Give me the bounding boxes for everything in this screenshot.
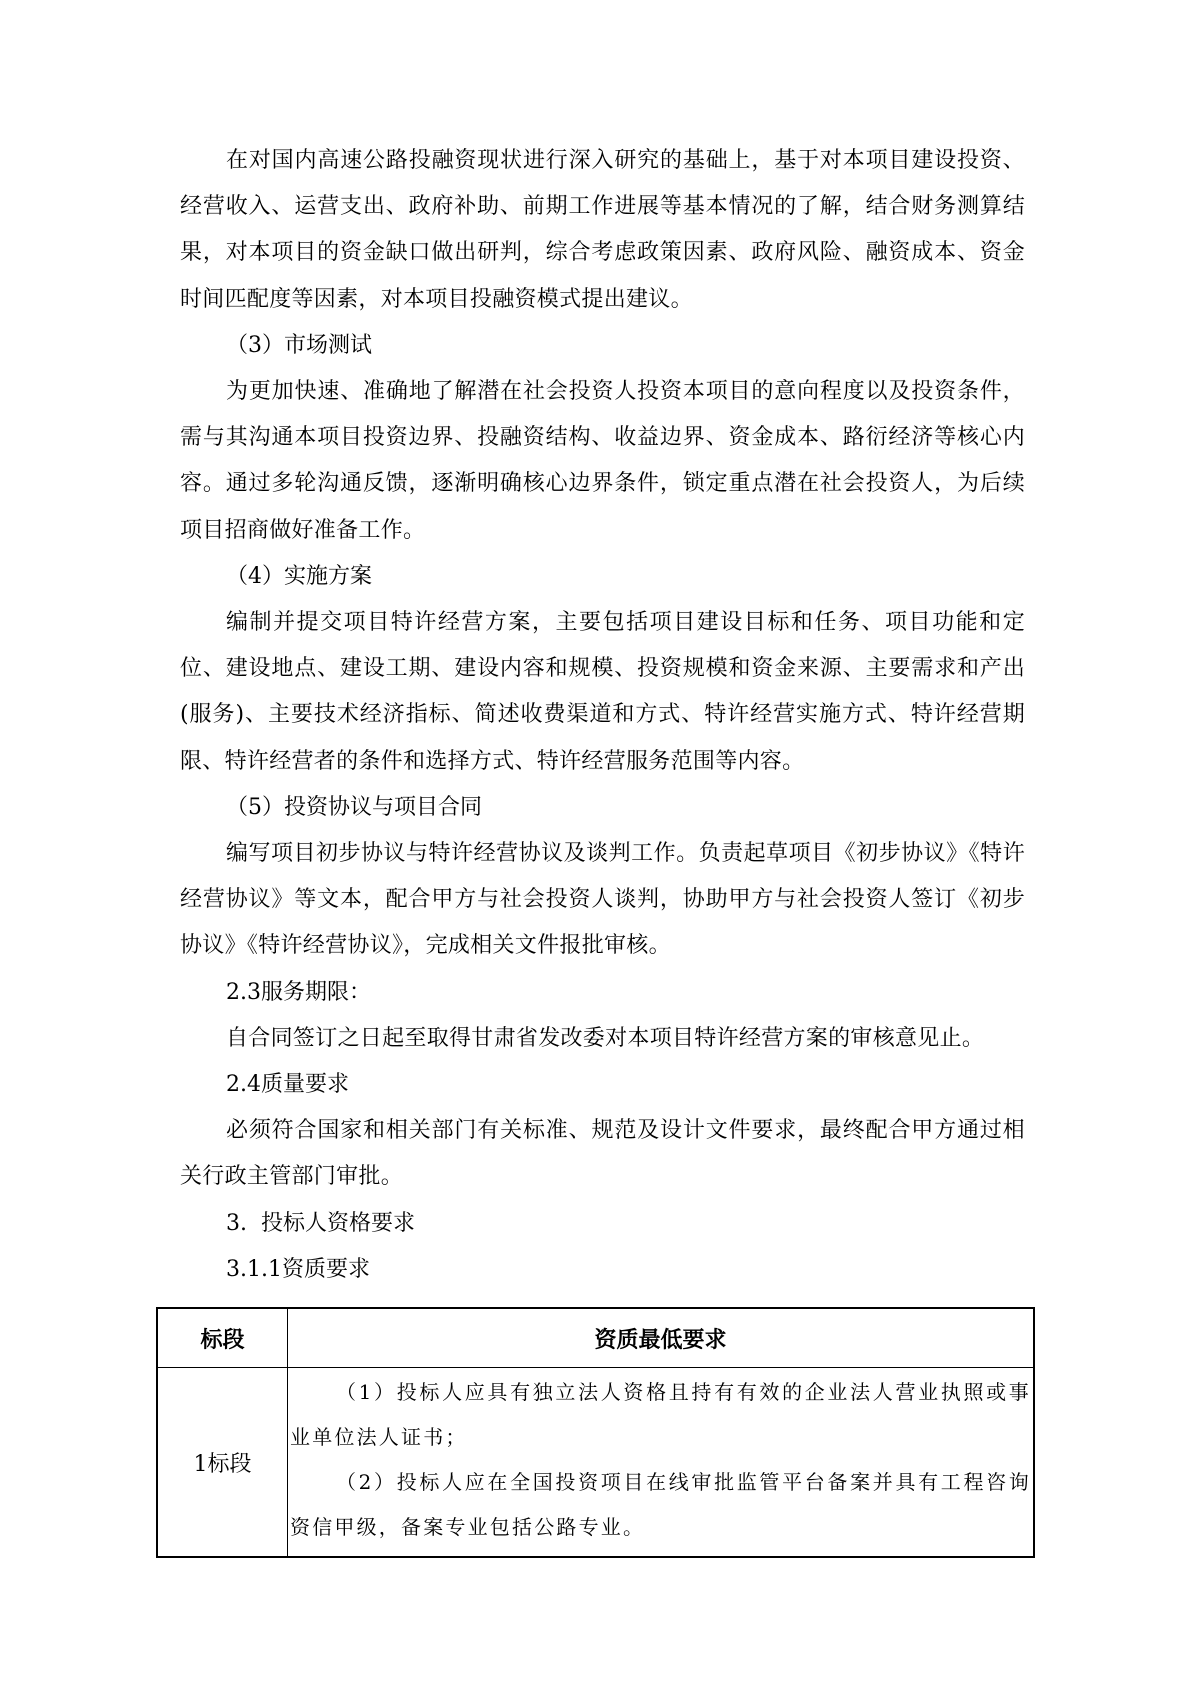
table-header-requirement: 资质最低要求 (288, 1308, 1035, 1368)
heading-quality-requirements: 2.4质量要求 (226, 1072, 349, 1098)
paragraph-market-test: 为更加快速、准确地了解潜在社会投资人投资本项目的意向程度以及投资条件，需与其沟通本项目投资边界、投融资结构、收益边界、资金成本、路衍经济等核心内容。通过多轮沟通反馈，逐渐明确核心边界条件，锁定重点潜在社会投资人，为后续项目招商做好准备工作。 (180, 379, 1025, 543)
heading-bidder-qualification: 3. 投标人资格要求 (226, 1210, 415, 1236)
paragraph-service-period: 自合同签订之日起至取得甘肃省发改委对本项目特许经营方案的审核意见止。 (226, 1025, 985, 1051)
document-body (180, 138, 1025, 1293)
heading-implementation-plan: （4）实施方案 (226, 563, 372, 589)
paragraph-quality-requirements: 必须符合国家和相关部门有关标准、规范及设计文件要求，最终配合甲方通过相关行政主管部门审批。 (180, 1118, 1025, 1190)
table-cell-requirement (288, 1368, 1035, 1558)
paragraph-financing-analysis: 在对国内高速公路投融资现状进行深入研究的基础上，基于对本项目建设投资、经营收入、运营支出、政府补助、前期工作进展等基本情况的了解，结合财务测算结果，对本项目的资金缺口做出研判，综合考虑政策因素、政府风险、融资成本、资金时间匹配度等因素，对本项目投融资模式提出建议。 (180, 148, 1025, 312)
heading-investment-agreement: （5）投资协议与项目合同 (226, 794, 482, 820)
qualification-table (156, 1307, 1035, 1558)
requirement-item-2: （2）投标人应在全国投资项目在线审批监管平台备案并具有工程咨询资信甲级，备案专业包括公路专业。 (290, 1470, 1031, 1539)
heading-qualification-requirements: 3.1.1资质要求 (226, 1256, 370, 1282)
heading-service-period: 2.3服务期限： (226, 979, 371, 1005)
heading-market-test: （3）市场测试 (226, 332, 372, 358)
table-cell-segment: 1标段 (157, 1368, 288, 1558)
table-header-segment: 标段 (157, 1308, 288, 1368)
table-header-row (157, 1308, 1034, 1368)
paragraph-implementation-plan: 编制并提交项目特许经营方案，主要包括项目建设目标和任务、项目功能和定位、建设地点、建设工期、建设内容和规模、投资规模和资金来源、主要需求和产出(服务)、主要技术经济指标、简述收费渠道和方式、特许经营实施方式、特许经营期限、特许经营者的条件和选择方式、特许经营服务范围等内容。 (180, 610, 1025, 774)
table-row (157, 1368, 1034, 1558)
requirement-item-1: （1）投标人应具有独立法人资格且持有有效的企业法人营业执照或事业单位法人证书； (290, 1380, 1031, 1449)
paragraph-investment-agreement: 编写项目初步协议与特许经营协议及谈判工作。负责起草项目《初步协议》《特许经营协议》等文本，配合甲方与社会投资人谈判，协助甲方与社会投资人签订《初步协议》《特许经营协议》，完成相关文件报批审核。 (180, 841, 1025, 959)
